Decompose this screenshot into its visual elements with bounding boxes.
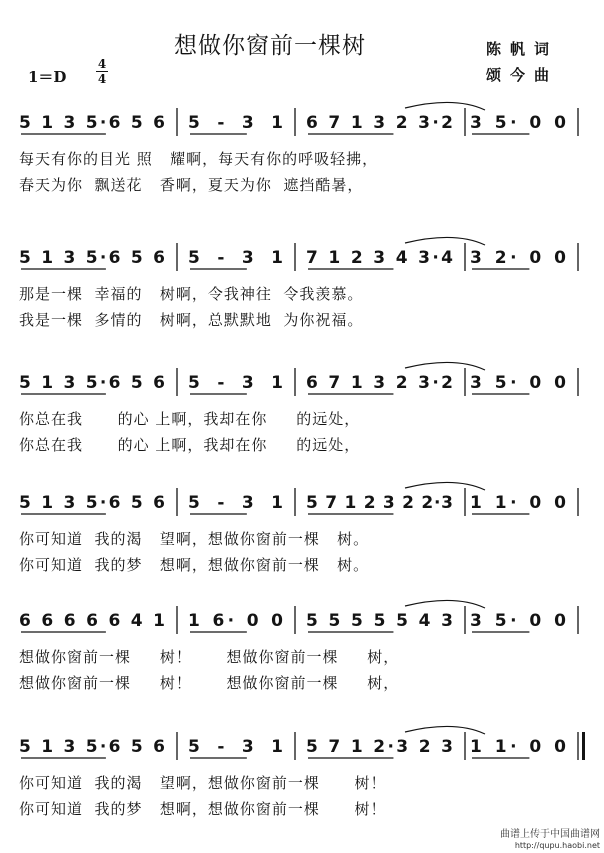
measure-notes: 6 7 1 3 2 3·2: [306, 373, 453, 393]
time-signature-bottom: 4: [97, 72, 107, 86]
tie-arc: [405, 237, 485, 245]
time-signature-top: 4: [97, 57, 107, 71]
measure-notes: 3 2· 0 0: [470, 248, 566, 268]
score-system: [0, 600, 604, 710]
footer-url: http://qupu.haobi.net: [514, 841, 600, 850]
composer-credit: 颂今曲: [486, 66, 559, 84]
measure-notes: 5 1 3 5·6 5 6: [19, 373, 165, 393]
staff-line: [0, 237, 604, 285]
lyric-line: 你可知道 我的梦 想啊，想做你窗前一棵 树。: [19, 556, 370, 574]
measure-notes: 5 1 3 5·6 5 6: [19, 113, 165, 133]
tie-arc: [405, 726, 485, 734]
lyricist-credit: 陈帆词: [486, 40, 559, 58]
lyric-line: 你总在我 的心 上啊，我却在你 的远处，: [19, 436, 361, 454]
measure-notes: 5 - 3 1: [188, 113, 283, 133]
lyric-line: 想做你窗前一棵 树！ 想做你窗前一棵 树，: [19, 674, 400, 692]
score-system: [0, 237, 604, 347]
measure-notes: 3 5· 0 0: [470, 373, 566, 393]
final-bar-line: [582, 732, 585, 760]
measure-notes: 1 1· 0 0: [470, 493, 566, 513]
lyric-line: 每天有你的目光 照 耀啊，每天有你的呼吸轻拂，: [19, 150, 379, 168]
staff-line: [0, 482, 604, 530]
score-system: [0, 726, 604, 836]
measure-notes: 5 - 3 1: [188, 248, 283, 268]
tie-arc: [405, 482, 485, 490]
measure-notes: 5 5 5 5 5 4 3: [306, 611, 453, 631]
measure-notes: 5 7 1 2 3 2 2·3: [306, 493, 453, 513]
lyric-line: 你可知道 我的渴 望啊，想做你窗前一棵 树。: [19, 530, 370, 548]
measure-notes: 5 7 1 2·3 2 3: [306, 737, 453, 757]
lyric-line: 你总在我 的心 上啊，我却在你 的远处，: [19, 410, 361, 428]
measure-notes: 5 1 3 5·6 5 6: [19, 737, 165, 757]
measure-notes: 5 - 3 1: [188, 737, 283, 757]
lyric-line: 你可知道 我的梦 想啊，想做你窗前一棵 树！: [19, 800, 387, 818]
measure-notes: 5 1 3 5·6 5 6: [19, 493, 165, 513]
measure-notes: 3 5· 0 0: [470, 113, 566, 133]
measure-notes: 7 1 2 3 4 3·4: [306, 248, 453, 268]
measure-notes: 5 1 3 5·6 5 6: [19, 248, 165, 268]
lyric-line: 春天为你 飘送花 香啊，夏天为你 遮挡酷暑，: [19, 176, 364, 194]
lyric-line: 那是一棵 幸福的 树啊，令我神往 令我羡慕。: [19, 285, 364, 303]
song-title: 想做你窗前一棵树: [174, 33, 366, 59]
score-system: [0, 482, 604, 592]
time-signature: [93, 57, 111, 86]
measure-notes: 3 5· 0 0: [470, 611, 566, 631]
tie-arc: [405, 362, 485, 370]
lyric-line: 我是一棵 多情的 树啊，总默默地 为你祝福。: [19, 311, 364, 329]
measure-notes: 5 - 3 1: [188, 373, 283, 393]
footer-site: 曲谱上传于中国曲谱网: [500, 829, 600, 840]
tie-arc: [405, 600, 485, 608]
staff-line: [0, 726, 604, 774]
lyric-line: 想做你窗前一棵 树！ 想做你窗前一棵 树，: [19, 648, 400, 666]
measure-notes: 5 - 3 1: [188, 493, 283, 513]
key-signature: 1＝D: [28, 68, 67, 86]
measure-notes: 1 6· 0 0: [188, 611, 283, 631]
staff-line: [0, 102, 604, 150]
measure-notes: 6 6 6 6 6 4 1: [19, 611, 165, 631]
staff-line: [0, 600, 604, 648]
measure-notes: 1 1· 0 0: [470, 737, 566, 757]
score-system: [0, 362, 604, 472]
staff-line: [0, 362, 604, 410]
measure-notes: 6 7 1 3 2 3·2: [306, 113, 453, 133]
tie-arc: [405, 102, 485, 110]
lyric-line: 你可知道 我的渴 望啊，想做你窗前一棵 树！: [19, 774, 387, 792]
footer-credit: [500, 829, 600, 851]
score-system: [0, 102, 604, 212]
